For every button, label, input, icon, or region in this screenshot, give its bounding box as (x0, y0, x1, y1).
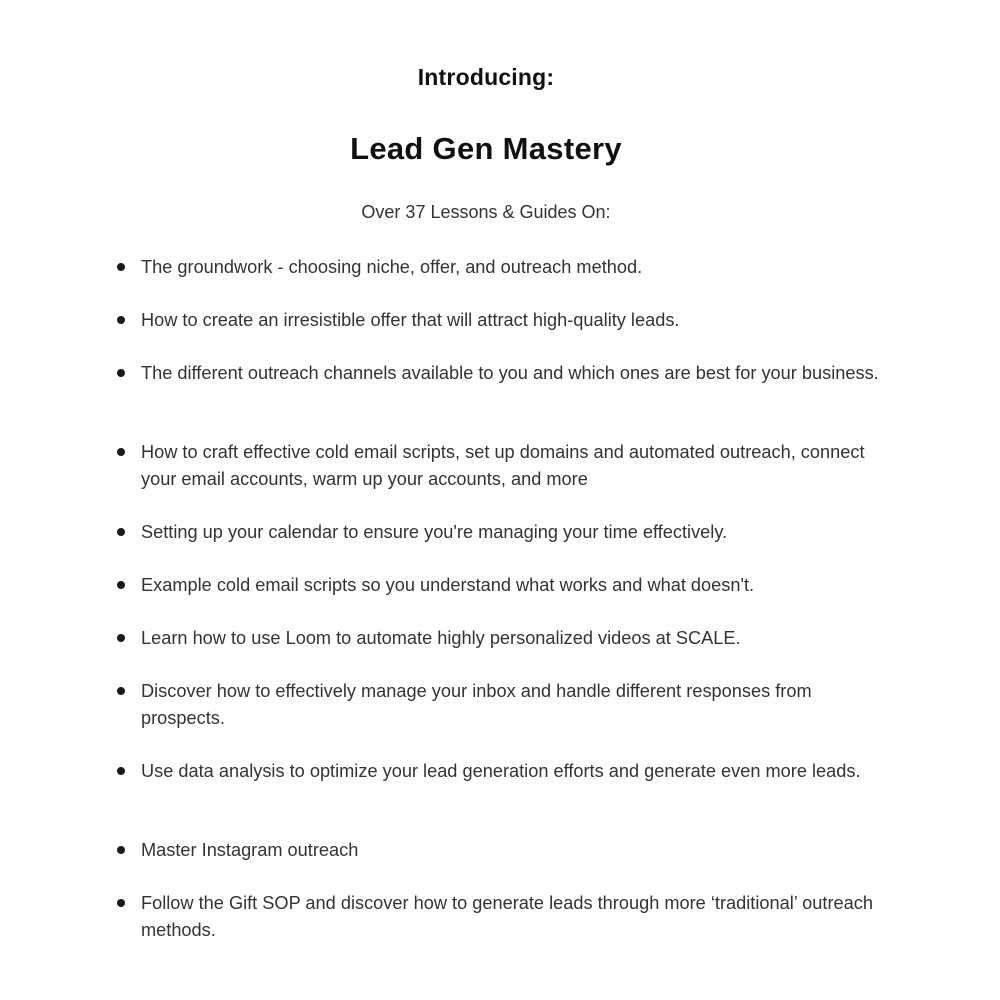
list-item-text: Setting up your calendar to ensure you're managing your time effectively. (141, 522, 728, 542)
list-item-text: Learn how to use Loom to automate highly personalized videos at SCALE. (141, 628, 741, 648)
bullet-icon (117, 581, 125, 589)
page-title: Lead Gen Mastery (350, 131, 622, 166)
list-item-text: The different outreach channels available to you and which ones are best for your business. (141, 363, 879, 383)
bullet-icon (117, 369, 125, 377)
intro-heading: Introducing: (417, 64, 555, 90)
list-item-text: The groundwork - choosing niche, offer, and outreach method. (141, 257, 643, 277)
subtitle: Over 37 Lessons & Guides On: (361, 202, 611, 222)
list-item-text: Use data analysis to optimize your lead generation efforts and generate even more leads. (141, 761, 861, 781)
bullet-icon (117, 687, 125, 695)
bullet-icon (117, 767, 125, 775)
bullet-icon (117, 899, 125, 907)
bullet-icon (117, 846, 125, 854)
bullet-icon (117, 528, 125, 536)
list-item-text: How to craft effective cold email scripts, set up domains and automated outreach, connect your email accounts, warm up your accounts, and more (141, 442, 865, 489)
list-item-text: Discover how to effectively manage your inbox and handle different responses from prospects. (141, 681, 812, 728)
list-item-text: How to create an irresistible offer that will attract high-quality leads. (141, 310, 680, 330)
list-item-text: Follow the Gift SOP and discover how to generate leads through more ‘traditional’ outreach methods. (141, 893, 873, 940)
list-item-text: Example cold email scripts so you understand what works and what doesn't. (141, 575, 755, 595)
bullet-icon (117, 448, 125, 456)
bullet-icon (117, 263, 125, 271)
bullet-icon (117, 634, 125, 642)
list-item-text: Master Instagram outreach (141, 840, 359, 860)
bullet-icon (117, 316, 125, 324)
